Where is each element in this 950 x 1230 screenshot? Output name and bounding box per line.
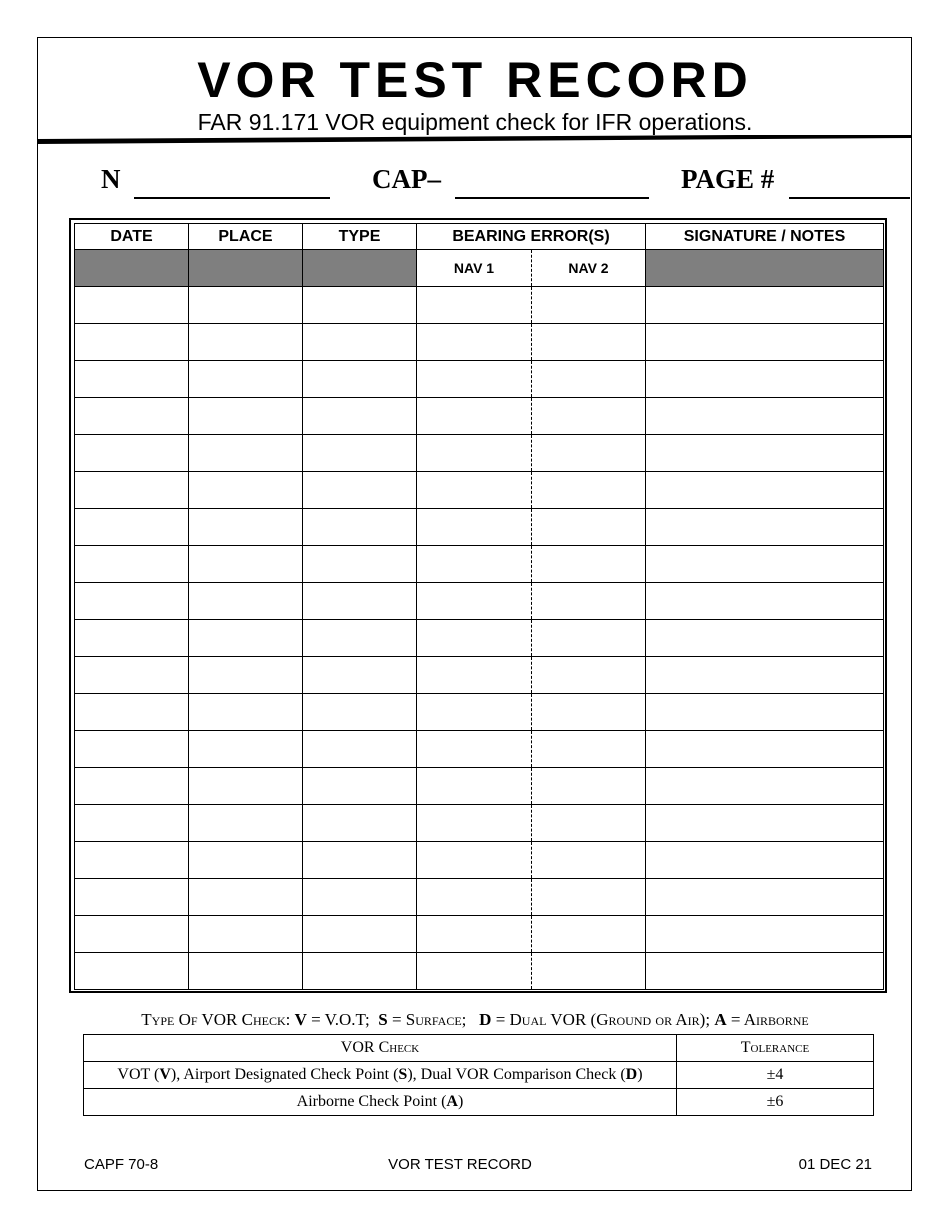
legend-prefix: Type Of VOR Check: — [141, 1010, 295, 1029]
type-cell[interactable] — [303, 916, 417, 953]
cap-field[interactable] — [455, 197, 649, 199]
row2-a-code: A — [446, 1093, 458, 1110]
place-cell[interactable] — [189, 398, 303, 435]
cap-label: CAP– — [372, 164, 441, 194]
log-row — [75, 916, 884, 953]
nav2-cell[interactable] — [532, 657, 646, 694]
legend-v-text: = V.O.T; — [306, 1010, 379, 1029]
header-bearing-errors: BEARING ERROR(S) — [417, 224, 646, 250]
date-cell[interactable] — [75, 472, 189, 509]
nav1-cell[interactable] — [417, 472, 532, 509]
nav1-cell[interactable] — [417, 398, 532, 435]
check-type-legend — [0, 1009, 950, 1031]
signature-cell[interactable] — [646, 583, 884, 620]
place-cell[interactable] — [189, 324, 303, 361]
page-number-label: PAGE # — [681, 164, 775, 194]
legend-s-text: = Surface; — [387, 1010, 480, 1029]
header-shade-cell — [646, 250, 884, 287]
title-rule — [37, 135, 912, 141]
nav2-cell[interactable] — [532, 435, 646, 472]
signature-cell[interactable] — [646, 657, 884, 694]
nav1-cell[interactable] — [417, 879, 532, 916]
type-cell[interactable] — [303, 472, 417, 509]
signature-cell[interactable] — [646, 694, 884, 731]
log-row — [75, 768, 884, 805]
date-cell[interactable] — [75, 620, 189, 657]
legend-s-code: S — [378, 1010, 388, 1029]
nav2-cell[interactable] — [532, 731, 646, 768]
type-cell[interactable] — [303, 731, 417, 768]
signature-cell[interactable] — [646, 472, 884, 509]
date-cell[interactable] — [75, 509, 189, 546]
row1-v-code: V — [159, 1066, 171, 1083]
nav2-cell[interactable] — [532, 879, 646, 916]
row2-text: ) — [457, 1093, 464, 1110]
footer-form-id: CAPF 70-8 — [84, 1156, 159, 1173]
log-table-body — [75, 287, 884, 990]
type-cell[interactable] — [303, 546, 417, 583]
log-row — [75, 287, 884, 324]
header-nav1: NAV 1 — [417, 250, 532, 287]
nav1-cell[interactable] — [417, 953, 532, 990]
signature-cell[interactable] — [646, 842, 884, 879]
place-cell[interactable] — [189, 657, 303, 694]
header-nav2: NAV 2 — [532, 250, 646, 287]
log-row — [75, 620, 884, 657]
nav2-cell[interactable] — [532, 805, 646, 842]
date-cell[interactable] — [75, 768, 189, 805]
log-row — [75, 842, 884, 879]
place-cell[interactable] — [189, 472, 303, 509]
type-cell[interactable] — [303, 287, 417, 324]
type-cell[interactable] — [303, 805, 417, 842]
signature-cell[interactable] — [646, 620, 884, 657]
header-type: TYPE — [303, 224, 417, 250]
type-cell[interactable] — [303, 398, 417, 435]
signature-cell[interactable] — [646, 805, 884, 842]
date-cell[interactable] — [75, 916, 189, 953]
header-place: PLACE — [189, 224, 303, 250]
legend-d-text: = Dual VOR (Ground or Air); — [491, 1010, 715, 1029]
signature-cell[interactable] — [646, 435, 884, 472]
signature-cell[interactable] — [646, 324, 884, 361]
log-row — [75, 694, 884, 731]
date-cell[interactable] — [75, 398, 189, 435]
signature-cell[interactable] — [646, 879, 884, 916]
tolerance-row2-check — [84, 1089, 677, 1116]
type-cell[interactable] — [303, 324, 417, 361]
log-row — [75, 361, 884, 398]
log-row — [75, 805, 884, 842]
signature-cell[interactable] — [646, 398, 884, 435]
nav2-cell[interactable] — [532, 953, 646, 990]
nav2-cell[interactable] — [532, 583, 646, 620]
date-cell[interactable] — [75, 657, 189, 694]
nav1-cell[interactable] — [417, 361, 532, 398]
place-cell[interactable] — [189, 731, 303, 768]
type-cell[interactable] — [303, 620, 417, 657]
nav1-cell[interactable] — [417, 731, 532, 768]
date-cell[interactable] — [75, 546, 189, 583]
type-cell[interactable] — [303, 657, 417, 694]
signature-cell[interactable] — [646, 361, 884, 398]
date-cell[interactable] — [75, 731, 189, 768]
nav1-cell[interactable] — [417, 583, 532, 620]
date-cell[interactable] — [75, 879, 189, 916]
place-cell[interactable] — [189, 768, 303, 805]
row2-text: Airborne Check Point ( — [296, 1093, 447, 1110]
row1-text: ), Dual VOR Comparison Check ( — [407, 1066, 626, 1083]
nav2-cell[interactable] — [532, 694, 646, 731]
type-cell[interactable] — [303, 435, 417, 472]
signature-cell[interactable] — [646, 768, 884, 805]
nav1-cell[interactable] — [417, 620, 532, 657]
date-cell[interactable] — [75, 953, 189, 990]
log-row — [75, 953, 884, 990]
header-shade-cell — [189, 250, 303, 287]
legend-v-code: V — [294, 1010, 307, 1029]
date-cell[interactable] — [75, 842, 189, 879]
type-cell[interactable] — [303, 953, 417, 990]
nav1-cell[interactable] — [417, 435, 532, 472]
row1-text: VOT ( — [117, 1066, 160, 1083]
nav1-cell[interactable] — [417, 509, 532, 546]
place-cell[interactable] — [189, 546, 303, 583]
log-row — [75, 879, 884, 916]
place-cell[interactable] — [189, 916, 303, 953]
nav2-cell[interactable] — [532, 398, 646, 435]
log-row — [75, 324, 884, 361]
log-row — [75, 472, 884, 509]
log-row — [75, 583, 884, 620]
type-cell[interactable] — [303, 361, 417, 398]
n-number-field[interactable] — [134, 197, 330, 199]
signature-cell[interactable] — [646, 731, 884, 768]
nav2-cell[interactable] — [532, 546, 646, 583]
place-cell[interactable] — [189, 361, 303, 398]
type-cell[interactable] — [303, 842, 417, 879]
signature-cell[interactable] — [646, 953, 884, 990]
date-cell[interactable] — [75, 435, 189, 472]
log-row — [75, 398, 884, 435]
place-cell[interactable] — [189, 620, 303, 657]
type-cell[interactable] — [303, 509, 417, 546]
date-cell[interactable] — [75, 361, 189, 398]
log-row — [75, 546, 884, 583]
page-number-field[interactable] — [789, 197, 910, 199]
page-subtitle: FAR 91.171 VOR equipment check for IFR operations. — [197, 109, 753, 135]
place-cell[interactable] — [189, 694, 303, 731]
log-row — [75, 657, 884, 694]
nav2-cell[interactable] — [532, 916, 646, 953]
legend-a-code: A — [714, 1010, 727, 1029]
nav1-cell[interactable] — [417, 657, 532, 694]
date-cell[interactable] — [75, 694, 189, 731]
tolerance-header-tolerance: Tolerance — [677, 1035, 874, 1062]
footer-date: 01 DEC 21 — [798, 1156, 872, 1173]
footer-form-title: VOR TEST RECORD — [388, 1156, 532, 1173]
row1-d-code: D — [625, 1066, 638, 1083]
nav2-cell[interactable] — [532, 509, 646, 546]
legend-a-text: = Airborne — [726, 1010, 809, 1029]
type-cell[interactable] — [303, 768, 417, 805]
row1-text: ) — [637, 1066, 643, 1083]
header-signature-notes: SIGNATURE / NOTES — [646, 224, 884, 250]
place-cell[interactable] — [189, 879, 303, 916]
signature-cell[interactable] — [646, 287, 884, 324]
header-shade-cell — [75, 250, 189, 287]
row1-s-code: S — [398, 1066, 408, 1083]
vor-log-table — [74, 223, 884, 990]
tolerance-row1-check — [84, 1062, 677, 1089]
signature-cell[interactable] — [646, 546, 884, 583]
row1-text: ), Airport Designated Check Point ( — [170, 1066, 399, 1083]
n-number-label: N — [101, 164, 121, 194]
tolerance-table — [83, 1034, 874, 1116]
place-cell[interactable] — [189, 435, 303, 472]
type-cell[interactable] — [303, 879, 417, 916]
header-shade-cell — [303, 250, 417, 287]
nav1-cell[interactable] — [417, 916, 532, 953]
tolerance-header-check: VOR Check — [84, 1035, 677, 1062]
page-title: VOR TEST RECORD — [197, 52, 753, 108]
log-row — [75, 435, 884, 472]
nav2-cell[interactable] — [532, 842, 646, 879]
nav2-cell[interactable] — [532, 324, 646, 361]
date-cell[interactable] — [75, 324, 189, 361]
nav1-cell[interactable] — [417, 805, 532, 842]
signature-cell[interactable] — [646, 916, 884, 953]
nav2-cell[interactable] — [532, 472, 646, 509]
type-cell[interactable] — [303, 694, 417, 731]
tolerance-row2-value: ±6 — [677, 1089, 874, 1116]
place-cell[interactable] — [189, 842, 303, 879]
log-row — [75, 509, 884, 546]
nav1-cell[interactable] — [417, 324, 532, 361]
place-cell[interactable] — [189, 953, 303, 990]
nav1-cell[interactable] — [417, 287, 532, 324]
tolerance-row1-value: ±4 — [677, 1062, 874, 1089]
nav1-cell[interactable] — [417, 842, 532, 879]
signature-cell[interactable] — [646, 509, 884, 546]
place-cell[interactable] — [189, 583, 303, 620]
nav1-cell[interactable] — [417, 768, 532, 805]
nav2-cell[interactable] — [532, 287, 646, 324]
date-cell[interactable] — [75, 287, 189, 324]
legend-d-code: D — [479, 1010, 492, 1029]
type-cell[interactable] — [303, 583, 417, 620]
header-date: DATE — [75, 224, 189, 250]
date-cell[interactable] — [75, 583, 189, 620]
nav1-cell[interactable] — [417, 546, 532, 583]
place-cell[interactable] — [189, 287, 303, 324]
place-cell[interactable] — [189, 509, 303, 546]
nav2-cell[interactable] — [532, 620, 646, 657]
nav2-cell[interactable] — [532, 361, 646, 398]
log-row — [75, 731, 884, 768]
date-cell[interactable] — [75, 805, 189, 842]
nav1-cell[interactable] — [417, 694, 532, 731]
nav2-cell[interactable] — [532, 768, 646, 805]
place-cell[interactable] — [189, 805, 303, 842]
